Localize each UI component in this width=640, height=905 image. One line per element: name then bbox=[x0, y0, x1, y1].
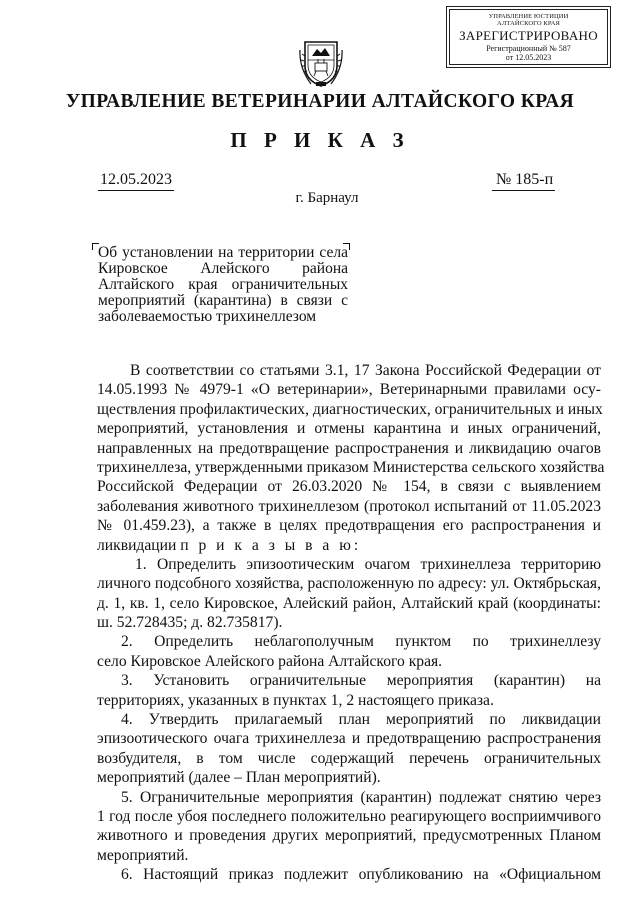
preamble-last-text: ликвидации bbox=[97, 536, 177, 554]
item-1-line: 1. Определить эпизоотическим очагом трихинеллеза территорию bbox=[135, 555, 601, 573]
stamp-org-line2: АЛТАЙСКОГО КРАЯ bbox=[497, 20, 560, 27]
document-body bbox=[97, 361, 605, 885]
item-5-line: животного и проведения других мероприятий, предусмотренных Планом bbox=[97, 827, 601, 845]
subject-line: мероприятий (карантина) в связи с bbox=[98, 292, 348, 309]
document-type: П Р И К А З bbox=[230, 128, 410, 152]
item-5-line: 5. Ограничительные мероприятия (карантин) подлежат снятию через bbox=[121, 788, 601, 806]
item-3-line: территориях, указанных в пунктах 1, 2 настоящего приказа. bbox=[97, 691, 494, 709]
stamp-inner-frame bbox=[449, 9, 608, 65]
document-number: № 185-п bbox=[492, 171, 555, 191]
item-4-line: эпизоотического очага трихинеллеза и предотвращению распространения bbox=[97, 730, 601, 748]
preamble-line: заболевания животного трихинеллезом (протокол испытаний от 11.05.2023 bbox=[97, 497, 601, 515]
organization-title: УПРАВЛЕНИЕ ВЕТЕРИНАРИИ АЛТАЙСКОГО КРАЯ bbox=[65, 91, 575, 112]
stamp-org-line1: УПРАВЛЕНИЕ ЮСТИЦИИ bbox=[488, 13, 569, 20]
document-city: г. Барнаул bbox=[295, 190, 359, 206]
subject-line: Об установлении на территории села bbox=[98, 244, 348, 261]
preamble-line: № 01.459.23), а также в целях предотвращения его распространения и bbox=[97, 517, 601, 535]
item-3-line: 3. Установить ограничительные мероприятия (карантин) на bbox=[121, 672, 601, 690]
subject-line: заболеваемостью трихинеллезом bbox=[98, 308, 317, 325]
item-5-line: мероприятий. bbox=[97, 846, 189, 864]
preamble-last-line bbox=[97, 536, 601, 555]
document-subject bbox=[98, 245, 348, 325]
item-1-line: личного подсобного хозяйства, расположенную по адресу: ул. Октябрьская, bbox=[97, 575, 601, 593]
preamble-line: мероприятий, установления и отмены карантина и иных ограничений, bbox=[97, 420, 601, 438]
item-4-line: возбудителя, в том числе содержащий перечень ограничительных bbox=[97, 749, 601, 767]
stamp-reg-date: от 12.05.2023 bbox=[505, 53, 552, 62]
item-2-line: село Кировское Алейского района Алтайского края. bbox=[97, 652, 443, 670]
stamp-status: ЗАРЕГИСТРИРОВАНО bbox=[459, 28, 598, 43]
item-5-line: 1 год после убоя последнего положительно реагирующего восприимчивого bbox=[97, 807, 601, 825]
subject-line: Алтайского края ограничительных bbox=[98, 276, 348, 293]
coat-of-arms-emblem bbox=[299, 38, 343, 88]
preamble-line: 14.05.1993 № 4979-1 «О ветеринарии», Ветеринарными правилами осу- bbox=[97, 381, 601, 399]
document-date: 12.05.2023 bbox=[98, 171, 174, 191]
preamble-line: ществления профилактических, диагностических, ограничительных и иных bbox=[97, 400, 603, 418]
item-1-line: д. 1, кв. 1, село Кировское, Алейский район, Алтайский край (координаты: bbox=[97, 594, 601, 612]
preamble-line: Российской Федерации от 26.03.2020 № 154, в связи с выявлением bbox=[97, 478, 601, 496]
preamble-line: направленных на предотвращение распространения и ликвидацию очагов bbox=[97, 439, 601, 457]
item-6-line: 6. Настоящий приказ подлежит опубликованию на «Официальном bbox=[121, 866, 601, 884]
stamp-reg-number: Регистрационный № 587 bbox=[486, 44, 571, 53]
item-2-line: 2. Определить неблагополучным пунктом по трихинеллезу bbox=[121, 633, 601, 651]
preamble-line: трихинеллеза, утвержденными приказом Министерства сельского хозяйства bbox=[97, 458, 605, 476]
item-4-line: 4. Утвердить прилагаемый план мероприятий по ликвидации bbox=[121, 711, 601, 729]
subject-line: Кировское Алейского района bbox=[98, 260, 348, 277]
stamp-organization bbox=[450, 13, 607, 27]
preamble-line: В соответствии со статьями 3.1, 17 Закона Российской Федерации от bbox=[130, 362, 601, 379]
item-1-line: ш. 52.728435; д. 82.735817). bbox=[97, 614, 283, 632]
item-4-line: мероприятий (далее – План мероприятий). bbox=[97, 769, 381, 787]
registration-stamp bbox=[446, 6, 611, 68]
order-word: п р и к а з ы в а ю: bbox=[180, 536, 362, 554]
